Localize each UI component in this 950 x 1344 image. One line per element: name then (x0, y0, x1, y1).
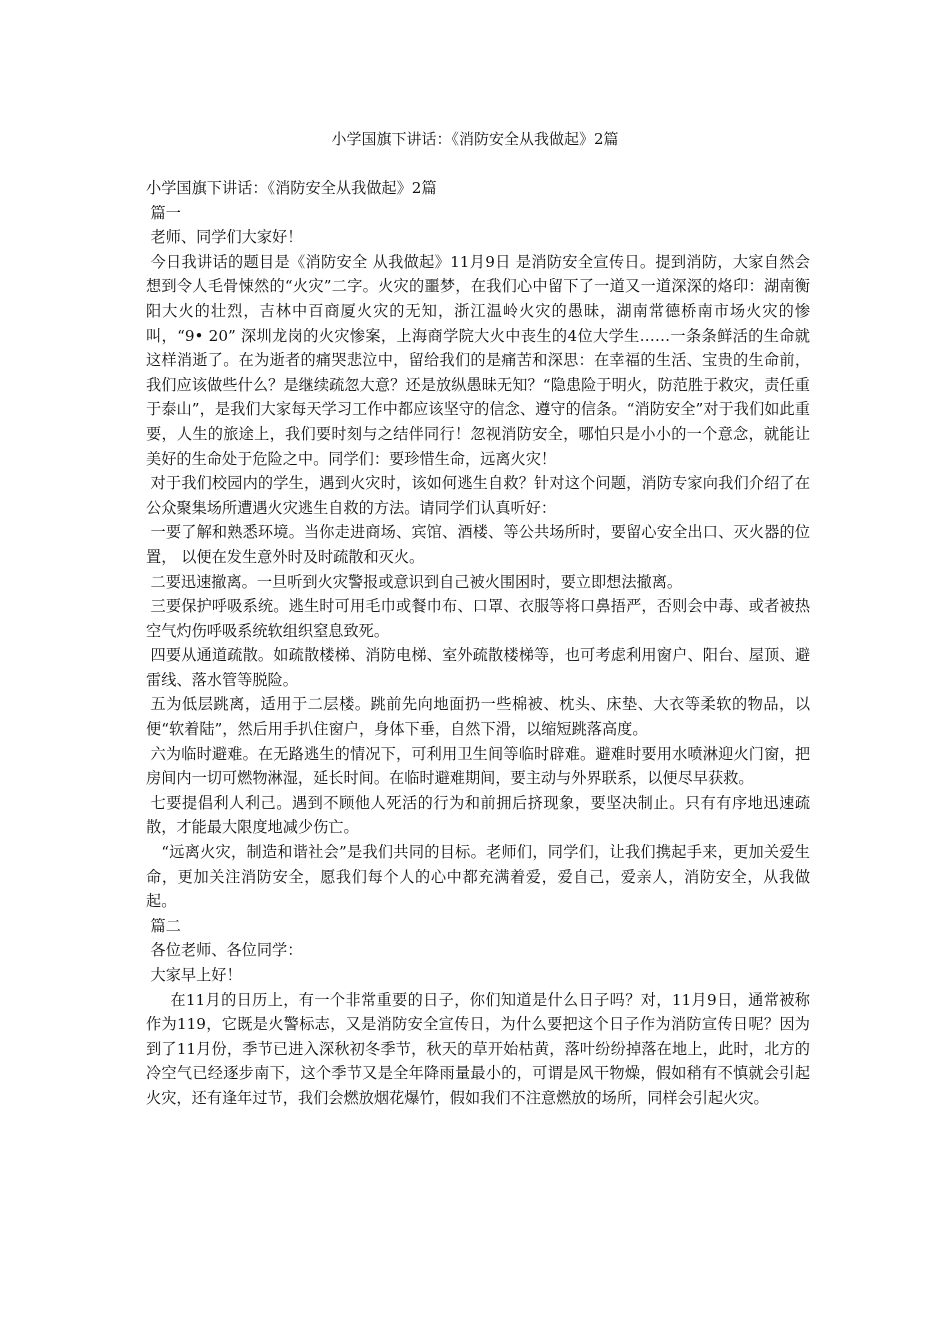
paragraph: 一要了解和熟悉环境。当你走进商场、宾馆、酒楼、等公共场所时，要留心安全出口、灭火器的位置， 以便在发生意外时及时疏散和灭火。 (146, 523, 810, 566)
paragraph: 今日我讲话的题目是《消防安全 从我做起》11月9日 是消防安全宣传日。提到消防，大家自然会想到令人毛骨悚然的“火灾”二字。火灾的噩梦，在我们心中留下了一道又一道深深的烙印：湖南衡阳大火的壮烈，吉林中百商厦火灾的无知，浙江温岭火灾的愚昧，湖南常德桥南市场火灾的惨叫，“9• 20” 深圳龙岗的火灾惨案，上海商学院大火中丧生的4位大学生……一条条鲜活的生命就这样消逝了。在为逝者的痛哭悲泣中，留给我们的是痛苦和深思：在幸福的生活、宝贵的生命前，我们应该做些什么？是继续疏忽大意？还是放纵愚昧无知？“隐患险于明火，防范胜于救灾，责任重于泰山”，是我们大家每天学习工作中都应该坚守的信念、遵守的信条。“消防安全”对于我们如此重要，人生的旅途上，我们要时刻与之结伴同行！忽视消防安全，哪怕只是小小的一个意念，就能让美好的生命处于危险之中。同学们：要珍惜生命，远离火灾！ (146, 252, 810, 468)
paragraph: 六为临时避难。在无路逃生的情况下，可利用卫生间等临时辟难。避难时要用水喷淋迎火门窗，把房间内一切可燃物淋湿，延长时间。在临时避难期间，要主动与外界联系，以便尽早获救。 (146, 744, 810, 788)
part2-greeting: 各位老师、各位同学： (150, 941, 303, 960)
paragraph: 对于我们校园内的学生，遇到火灾时，该如何逃生自救？针对这个问题，消防专家向我们介绍了在公众聚集场所遭遇火灾逃生自救的方法。请同学们认真听好： (146, 474, 810, 517)
paragraph: 二要迅速撤离。一旦听到火灾警报或意识到自己被火围困时，要立即想法撤离。 (150, 572, 683, 591)
paragraph: 三要保护呼吸系统。逃生时可用毛巾或餐巾布、口罩、衣服等将口鼻捂严，否则会中毒、或者被热空气灼伤呼吸系统软组织窒息致死。 (146, 597, 810, 640)
paragraph: 七要提倡利人利己。遇到不顾他人死活的行为和前拥后挤现象，要坚决制止。只有有序地迅速疏散，才能最大限度地减少伤亡。 (146, 793, 810, 837)
document-title: 小学国旗下讲话：《消防安全从我做起》2篇 (331, 130, 619, 148)
part2-salutation: 大家早上好！ (150, 966, 242, 984)
paragraph: 四要从通道疏散。如疏散楼梯、消防电梯、室外疏散楼梯等，也可考虑利用窗户、阳台、屋顶、避雷线、落水管等脱险。 (146, 646, 810, 689)
document-body (146, 176, 810, 1111)
document-subtitle: 小学国旗下讲话：《消防安全从我做起》2篇 (146, 179, 437, 197)
part1-greeting: 老师、同学们大家好！ (150, 228, 303, 247)
paragraph: 在11月的日历上，有一个非常重要的日子，你们知道是什么日子吗？对，11月9日，通常被称作为119，它既是火警标志，又是消防安全宣传日，为什么要把这个日子作为消防宣传日呢？因为到了11月份，季节已进入深秋初冬季节，秋天的草开始枯黄，落叶纷纷掉落在地上，此时，北方的冷空气已经逐步南下，这个季节又是全年降雨量最小的，可谓是风干物燥，假如稍有不慎就会引起火灾，还有逢年过节，我们会燃放烟花爆竹，假如我们不注意燃放的场所，同样会引起火灾。 (146, 990, 810, 1107)
part1-heading: 篇一 (150, 203, 181, 222)
paragraph: “远离火灾，制造和谐社会”是我们共同的目标。老师们，同学们，让我们携起手来，更加关爱生命，更加关注消防安全，愿我们每个人的心中都充满着爱，爱自己，爱亲人，消防安全，从我做起。 (146, 843, 810, 911)
part2-heading: 篇二 (150, 916, 181, 935)
paragraph: 五为低层跳离，适用于二层楼。跳前先向地面扔一些棉被、枕头、床垫、大衣等柔软的物品，以便“软着陆”，然后用手扒住窗户，身体下垂，自然下滑，以缩短跳落高度。 (146, 695, 810, 739)
